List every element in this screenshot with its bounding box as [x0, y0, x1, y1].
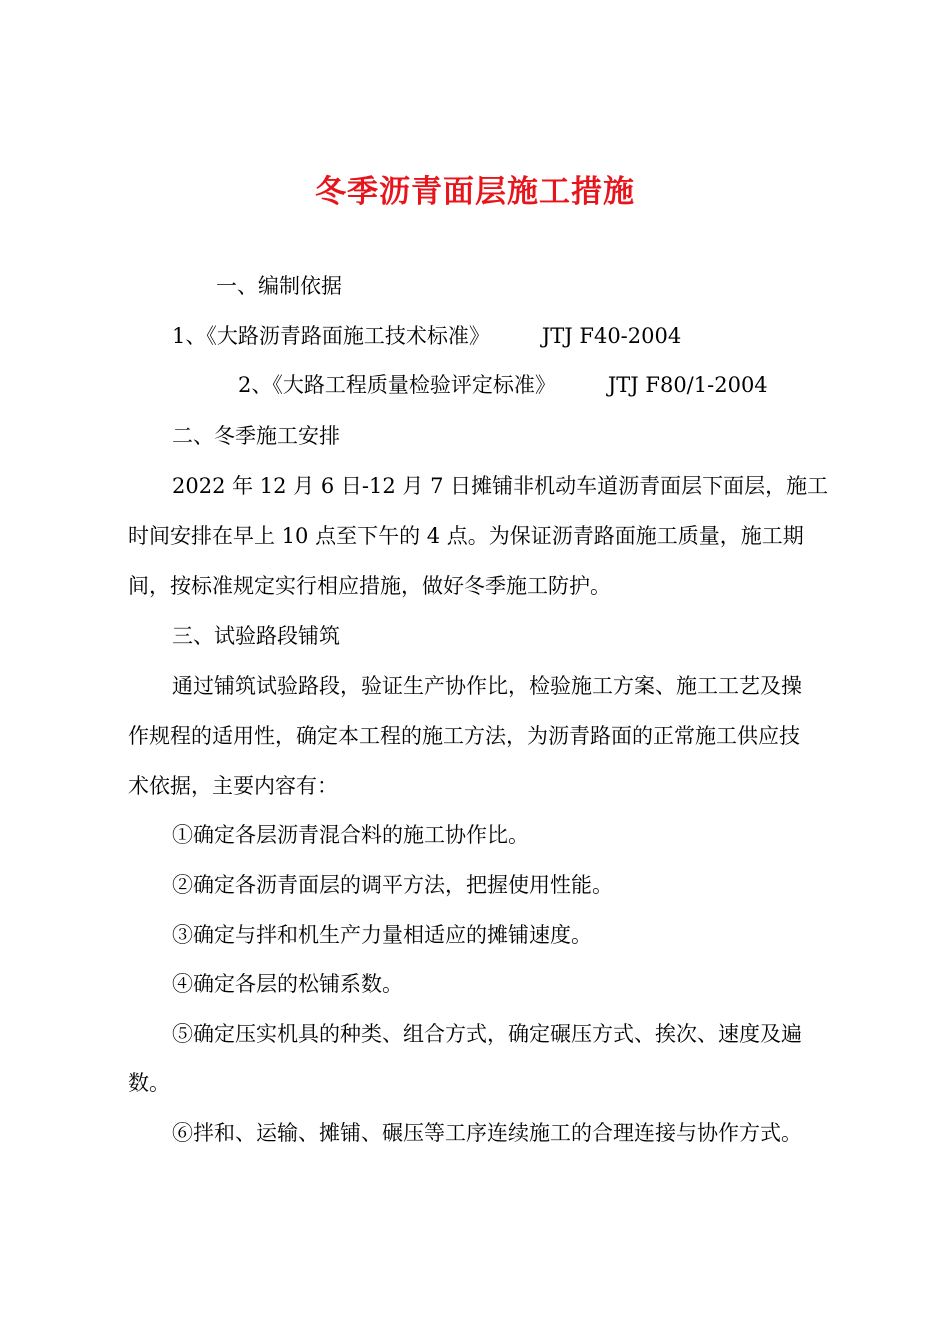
list-item: ①确定各层沥青混合料的施工协作比。: [172, 823, 529, 847]
paragraph-line: 2022 年 12 月 6 日-12 月 7 日摊铺非机动车道沥青面层下面层，施工: [172, 474, 829, 498]
list-item: ④确定各层的松铺系数。: [172, 972, 403, 996]
paragraph-line: 间，按标准规定实行相应措施，做好冬季施工防护。: [128, 574, 611, 598]
section-heading-test-section: 三、试验路段铺筑: [172, 624, 340, 648]
list-item: ③确定与拌和机生产力量相适应的摊铺速度。: [172, 923, 592, 947]
list-item-continuation: 数。: [128, 1071, 170, 1095]
list-item: ②确定各沥青面层的调平方法，把握使用性能。: [172, 873, 613, 897]
paragraph-line: 术依据，主要内容有：: [128, 774, 338, 798]
page-title: 冬季沥青面层施工措施: [315, 174, 635, 210]
list-item: ⑥拌和、运输、摊铺、碾压等工序连续施工的合理连接与协作方式。: [172, 1121, 802, 1145]
reference-title-2: 2、《大路工程质量检验评定标准》: [238, 373, 556, 397]
reference-title-1: 1、《大路沥青路面施工技术标准》: [172, 324, 490, 348]
list-item: ⑤确定压实机具的种类、组合方式，确定碾压方式、挨次、速度及遍: [172, 1022, 802, 1046]
section-heading-basis: 一、编制依据: [216, 274, 342, 298]
paragraph-line: 通过铺筑试验路段，验证生产协作比，检验施工方案、施工工艺及操: [172, 674, 802, 698]
paragraph-line: 作规程的适用性，确定本工程的施工方法，为沥青路面的正常施工供应技: [128, 724, 800, 748]
reference-code-2: JTJ F80/1-2004: [607, 373, 768, 397]
reference-item-1: [172, 321, 892, 351]
reference-code-1: JTJ F40-2004: [541, 324, 682, 348]
reference-item-2: [238, 370, 950, 400]
section-heading-schedule: 二、冬季施工安排: [172, 424, 340, 448]
paragraph-line: 时间安排在早上 10 点至下午的 4 点。为保证沥青路面施工质量，施工期: [128, 524, 804, 548]
